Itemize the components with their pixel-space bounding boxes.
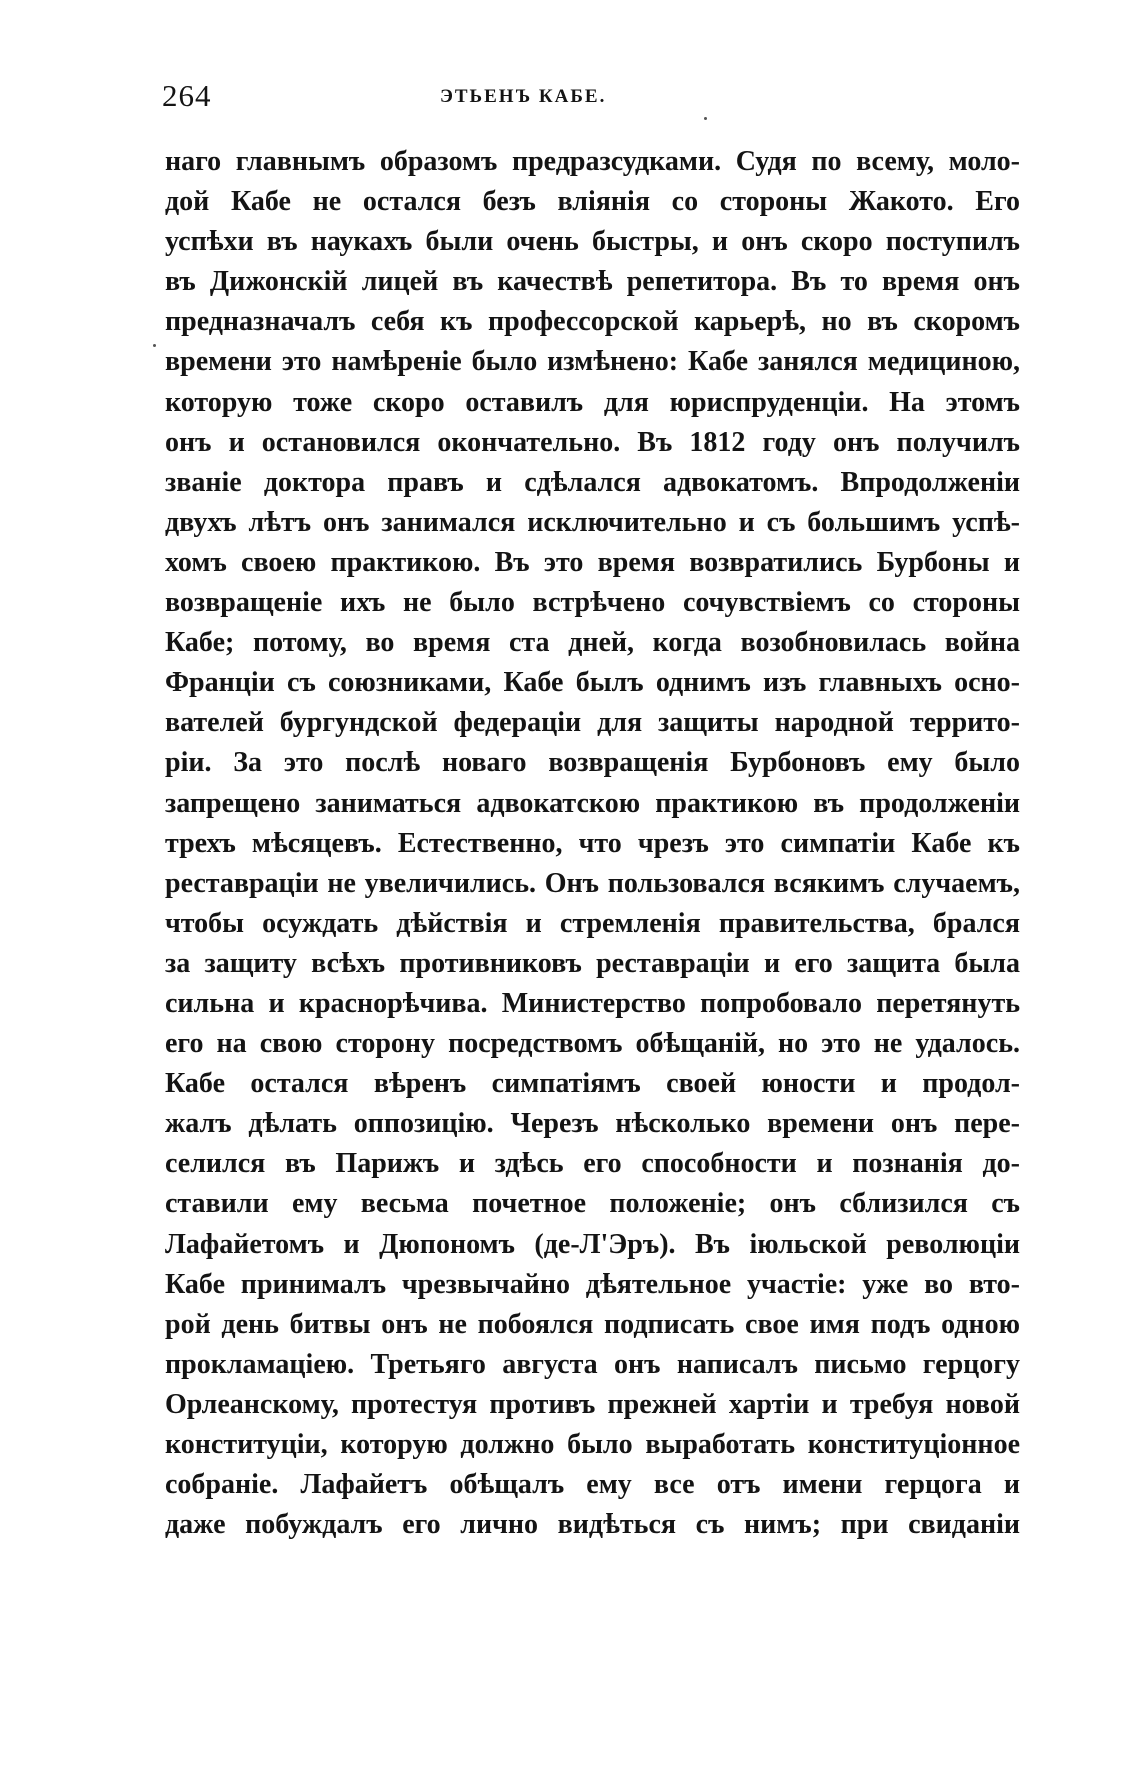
text-line: онъ и остановился окончательно. Въ 1812 году онъ получилъ: [165, 426, 1020, 458]
text-line: наго главнымъ образомъ предразсудками. Судя по всему, моло-: [165, 146, 1020, 177]
text-line: Лафайетомъ и Дюпономъ (де-Л'Эръ). Въ іюльской революціи: [165, 1228, 1020, 1260]
stray-mark: [153, 344, 156, 347]
text-line: хомъ своею практикою. Въ это время возвратились Бурбоны и: [165, 546, 1020, 578]
text-line: за защиту всѣхъ противниковъ реставраціи и его защита была: [165, 947, 1020, 979]
text-line: двухъ лѣтъ онъ занимался исключительно и съ большимъ успѣ-: [165, 506, 1020, 538]
text-line: конституціи, которую должно было выработать конституціонное: [165, 1429, 1020, 1460]
text-line: ставили ему весьма почетное положеніе; онъ сблизился съ: [165, 1188, 1020, 1220]
text-line: трехъ мѣсяцевъ. Естественно, что чрезъ это симпатіи Кабе къ: [165, 827, 1020, 859]
text-line: Франціи съ союзниками, Кабе былъ однимъ изъ главныхъ осно-: [165, 667, 1020, 699]
text-line: дой Кабе не остался безъ вліянія со стороны Жакото. Его: [165, 186, 1020, 218]
text-line: успѣхи въ наукахъ были очень быстры, и онъ скоро поступилъ: [165, 226, 1020, 258]
stray-mark: [704, 117, 707, 120]
text-line: званіе доктора правъ и сдѣлался адвокатомъ. Впродолженіи: [165, 466, 1020, 498]
text-line: собраніе. Лафайетъ обѣщалъ ему все отъ имени герцога и: [165, 1469, 1020, 1501]
text-line: прокламаціею. Третьяго августа онъ написалъ письмо герцогу: [165, 1348, 1020, 1380]
text-line: которую тоже скоро оставилъ для юриспруденціи. На этомъ: [165, 386, 1020, 418]
text-line: сильна и краснорѣчива. Министерство попробовало перетянуть: [165, 987, 1020, 1019]
text-line: жалъ дѣлать оппозицію. Черезъ нѣсколько времени онъ пере-: [165, 1108, 1020, 1140]
text-line: реставраціи не увеличились. Онъ пользовался всякимъ случаемъ,: [165, 867, 1020, 899]
text-line: возвращеніе ихъ не было встрѣчено сочувствіемъ со стороны: [165, 587, 1020, 619]
page-number: 264: [162, 78, 212, 113]
text-line: селился въ Парижъ и здѣсь его способности и познанія до-: [165, 1148, 1020, 1180]
text-line: Орлеанскому, протестуя противъ прежней хартіи и требуя новой: [165, 1388, 1020, 1420]
text-line: въ Дижонскій лицей въ качествѣ репетитора. Въ то время онъ: [165, 266, 1020, 298]
text-line: его на свою сторону посредствомъ обѣщаній, но это не удалось.: [165, 1028, 1020, 1060]
text-line: даже побуждалъ его лично видѣться съ нимъ; при свиданіи: [165, 1509, 1020, 1541]
text-line: чтобы осуждать дѣйствія и стремленія правительства, брался: [165, 907, 1020, 939]
text-line: Кабе; потому, во время ста дней, когда возобновилась война: [165, 627, 1020, 659]
text-line: запрещено заниматься адвокатскою практикою въ продолженіи: [165, 787, 1020, 819]
running-title: ЭТЬЕНЪ КАБЕ.: [440, 86, 607, 107]
text-line: предназначалъ себя къ профессорской карьерѣ, но въ скоромъ: [165, 306, 1020, 338]
text-line: рой день битвы онъ не побоялся подписать свое имя подъ одною: [165, 1308, 1020, 1340]
text-line: Кабе принималъ чрезвычайно дѣятельное участіе: уже во вто-: [165, 1268, 1020, 1300]
body-text: [165, 142, 1020, 1545]
text-line: времени это намѣреніе было измѣнено: Кабе занялся медициною,: [165, 346, 1020, 378]
text-line: ріи. За это послѣ новаго возвращенія Бурбоновъ ему было: [165, 747, 1020, 779]
text-line: Кабе остался вѣренъ симпатіямъ своей юности и продол-: [165, 1068, 1020, 1100]
text-line: вателей бургундской федераціи для защиты народной террито-: [165, 707, 1020, 739]
